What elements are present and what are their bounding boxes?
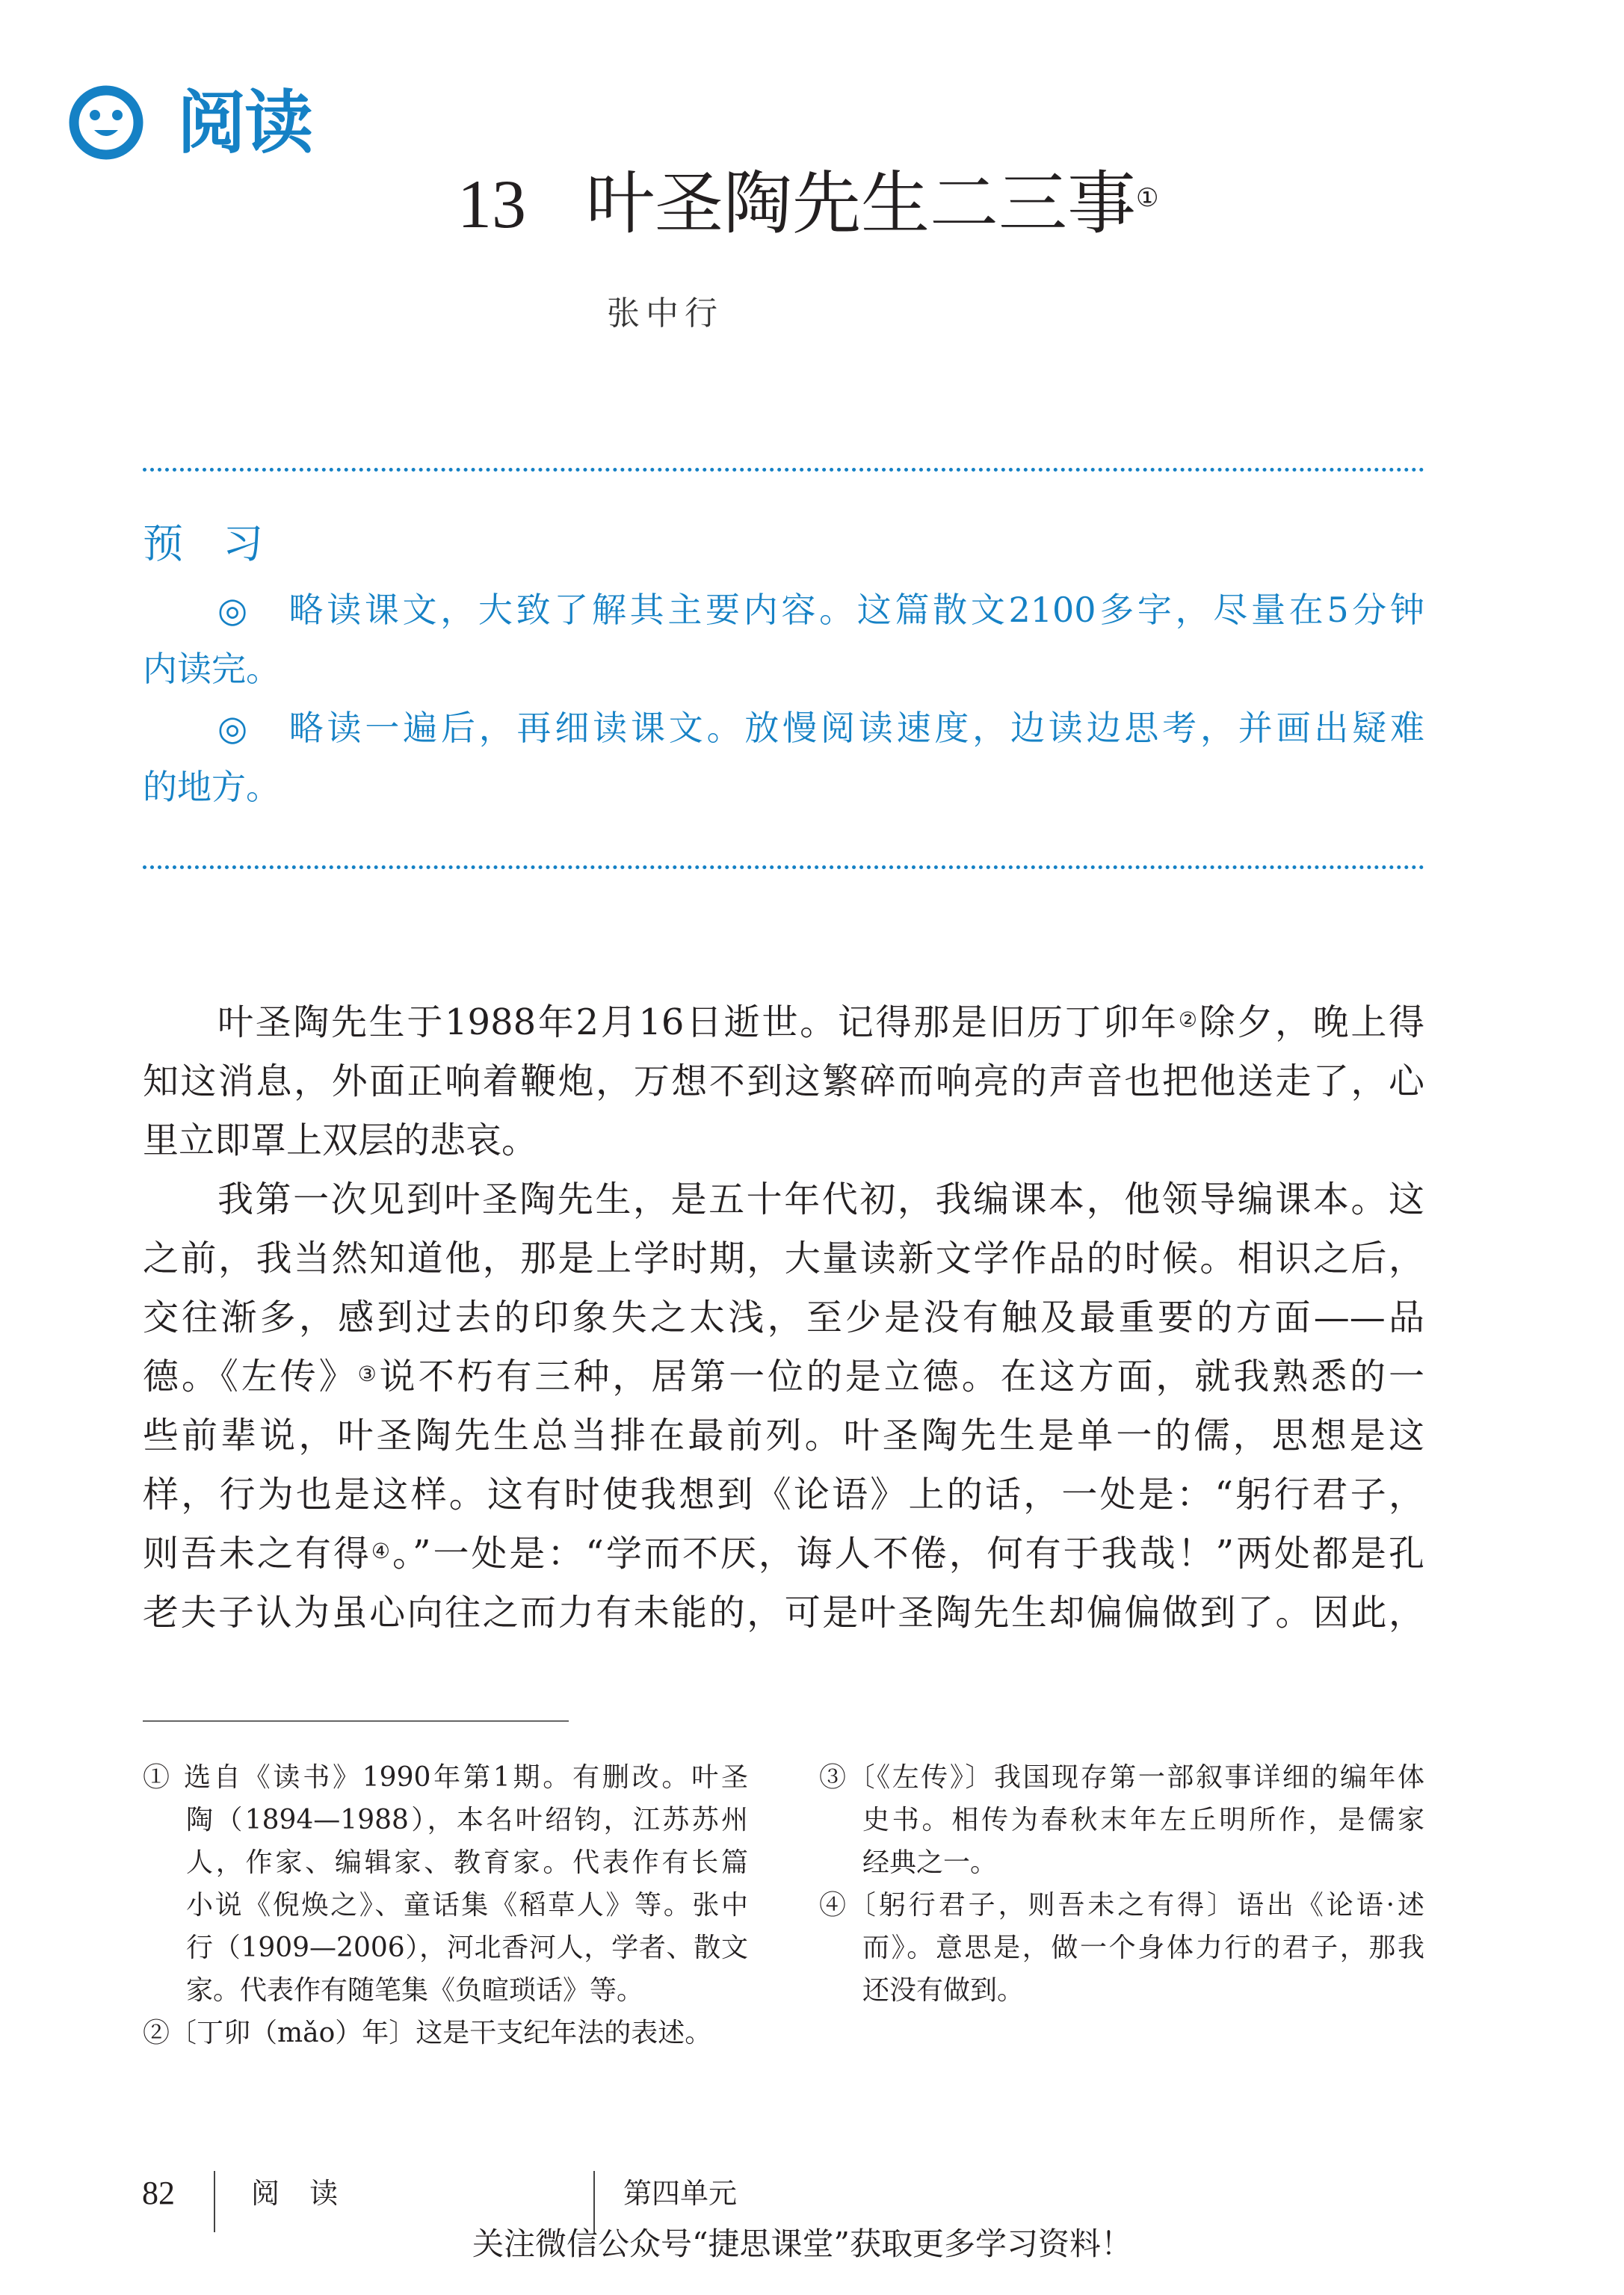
footer-divider [214,2171,215,2232]
dotted-divider-bottom [143,865,1424,869]
footnotes-right [819,1756,1424,2012]
footnote-line [143,1799,748,1841]
dotted-divider-top [143,468,1424,472]
body-line [143,1170,1424,1229]
author: 张中行 [607,294,723,333]
footnote-line [143,1927,748,1969]
footer-unit: 第四单元 [623,2177,738,2210]
footnote-text: 陶（1894—1988），本名叶绍钧，江苏苏州 [186,1805,748,1835]
footer-note: 关注微信公众号“捷思课堂”获取更多学习资料！ [472,2225,1132,2262]
body-text: 交往渐多，感到过去的印象失之太浅，至少是没有触及最重要的方面——品 [143,1297,1424,1338]
footnote-text: 而》。意思是，做一个身体力行的君子，那我 [862,1933,1424,1963]
body-line [143,993,1424,1052]
footnote-line [143,1841,748,1884]
lesson-title-text: 叶圣陶先生二三事 [586,164,1137,244]
body-line [143,1465,1424,1525]
body-line [143,1288,1424,1347]
footnote-line [819,1756,1424,1799]
footnote-text: 经典之一。 [862,1847,998,1878]
footnotes-left [143,1756,748,2054]
body-text: 说不朽有三种，居第一位的是立德。在这方面，就我熟悉的一 [379,1356,1424,1397]
body-text: 之前，我当然知道他，那是上学时期，大量读新文学作品的时候。相识之后， [143,1238,1424,1279]
body-text: 德。《左传》 [143,1356,358,1397]
footnote-text: ① 选自《读书》1990年第1期。有删改。叶圣 [143,1762,748,1793]
article-body [143,993,1424,1643]
preview-content [143,581,1424,817]
body-text: 些前辈说，叶圣陶先生总当排在最前列。叶圣陶先生是单一的儒，思想是这 [143,1415,1424,1457]
footnote-line [819,1799,1424,1841]
preview-line-text: 的地方。 [143,767,280,807]
footnote-rule [143,1720,569,1722]
footnote-text: 小说《倪焕之》、童话集《稻草人》等。张中 [186,1890,748,1921]
body-text: 。”一处是：“学而不厌，诲人不倦，何有于我哉！”两处都是孔 [392,1533,1424,1575]
footnote-text: 家。代表作有随笔集《负暄琐话》等。 [186,1975,644,2006]
lesson-number: 13 [457,166,526,242]
footnote-line [143,2012,748,2054]
body-text: 里立即罩上双层的悲哀。 [143,1119,538,1161]
body-text: 老夫子认为虽心向往之而力有未能的，可是叶圣陶先生却偏偏做到了。因此， [143,1592,1424,1634]
footnote-line [143,1969,748,2012]
footnote-text: ③〔《左传》〕我国现存第一部叙事详细的编年体 [819,1762,1424,1793]
body-line [143,1347,1424,1406]
footnote-line [819,1841,1424,1884]
footnote-ref[interactable]: ④ [371,1539,392,1563]
footnote-text: 还没有做到。 [862,1975,1025,2006]
preview-line [143,758,1424,817]
footer-section: 阅 读 [251,2177,349,2210]
body-line [143,1406,1424,1465]
lesson-title [457,163,1159,245]
footnote-ref-1[interactable]: ① [1136,183,1159,213]
body-text: 除夕，晚上得 [1199,1001,1424,1043]
preview-heading: 预 习 [143,520,277,567]
preview-line-text: 内读完。 [143,649,280,689]
footnote-line [143,1884,748,1927]
body-text: 我第一次见到叶圣陶先生，是五十年代初，我编课本，他领导编课本。这 [217,1179,1424,1220]
body-text: 则吾未之有得 [143,1533,371,1575]
footnote-line [819,1927,1424,1969]
preview-line [143,581,1424,640]
smiley-face-icon [69,85,143,160]
body-line [143,1229,1424,1288]
footnote-line [143,1756,748,1799]
preview-line-text: ◎ 略读课文，大致了解其主要内容。这篇散文2100多字，尽量在5分钟 [217,590,1424,630]
body-text: 样，行为也是这样。这有时使我想到《论语》上的话，一处是：“躬行君子， [143,1474,1424,1516]
footnote-line [819,1969,1424,2012]
preview-line-text: ◎ 略读一遍后，再细读课文。放慢阅读速度，边读边思考，并画出疑难 [217,708,1424,748]
preview-line [143,640,1424,699]
page-number: 82 [142,2175,175,2211]
footnote-line [819,1884,1424,1927]
footnote-ref[interactable]: ② [1178,1007,1200,1032]
footnote-text: ④〔躬行君子，则吾未之有得〕语出《论语·述 [819,1890,1424,1921]
body-line [143,1584,1424,1643]
body-line [143,1052,1424,1111]
body-text: 知这消息，外面正响着鞭炮，万想不到这繁碎而响亮的声音也把他送走了，心 [143,1060,1424,1102]
section-title: 阅读 [177,83,312,163]
footnote-text: 史书。相传为春秋末年左丘明所作，是儒家 [862,1805,1424,1835]
body-line [143,1111,1424,1170]
body-line [143,1525,1424,1584]
body-text: 叶圣陶先生于1988年2月16日逝世。记得那是旧历丁卯年 [217,1001,1179,1043]
footnote-text: ②〔丁卯（mǎo）年〕这是干支纪年法的表述。 [143,2018,712,2048]
footnote-text: 人，作家、编辑家、教育家。代表作有长篇 [186,1847,748,1878]
footnote-text: 行（1909—2006），河北香河人，学者、散文 [186,1933,748,1963]
preview-line [143,699,1424,758]
footnote-ref[interactable]: ③ [357,1362,380,1386]
